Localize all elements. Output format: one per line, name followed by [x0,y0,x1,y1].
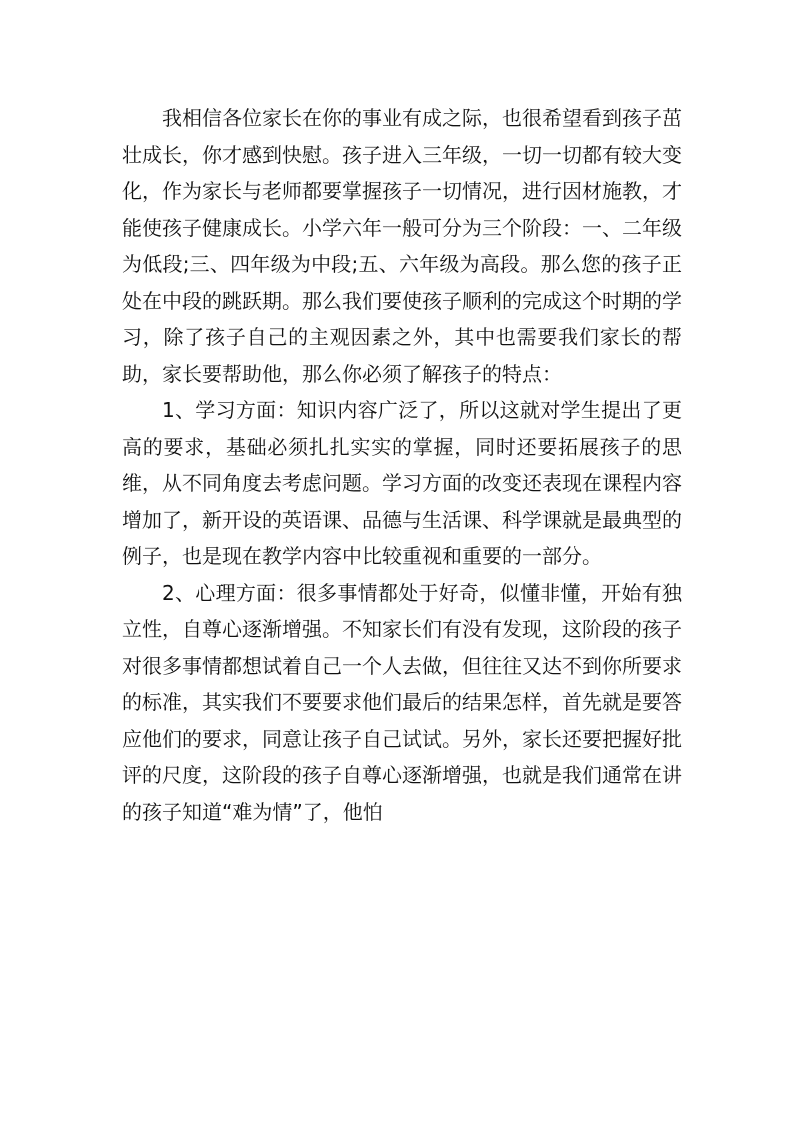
paragraph-study: 1、学习方面：知识内容广泛了，所以这就对学生提出了更高的要求，基础必须扎扎实实的掌握，同时还要拓展孩子的思维，从不同角度去考虑问题。学习方面的改变还表现在课程内容增加了，新开设的英语课、品德与生活课、科学课就是最典型的例子，也是现在教学内容中比较重视和重要的一部分。 [122,398,682,568]
document-body [122,100,682,830]
paragraph-psychology: 2、心理方面：很多事情都处于好奇，似懂非懂，开始有独立性，自尊心逐渐增强。不知家长们有没有发现，这阶段的孩子对很多事情都想试着自己一个人去做，但往往又达不到你所要求的标准，其实我们不要要求他们最后的结果怎样，首先就是要答应他们的要求，同意让孩子自己试试。另外，家长还要把握好批评的尺度，这阶段的孩子自尊心逐渐增强，也就是我们通常在讲的孩子知道“难为情”了，他怕 [122,580,682,824]
paragraph-intro: 我相信各位家长在你的事业有成之际，也很希望看到孩子茁壮成长，你才感到快慰。孩子进入三年级，一切一切都有较大变化，作为家长与老师都要掌握孩子一切情况，进行因材施教，才能使孩子健康成长。小学六年一般可分为三个阶段：一、二年级为低段;三、四年级为中段;五、六年级为高段。那么您的孩子正处在中段的跳跃期。那么我们要使孩子顺利的完成这个时期的学习，除了孩子自己的主观因素之外，其中也需要我们家长的帮助，家长要帮助他，那么你必须了解孩子的特点： [122,106,682,386]
